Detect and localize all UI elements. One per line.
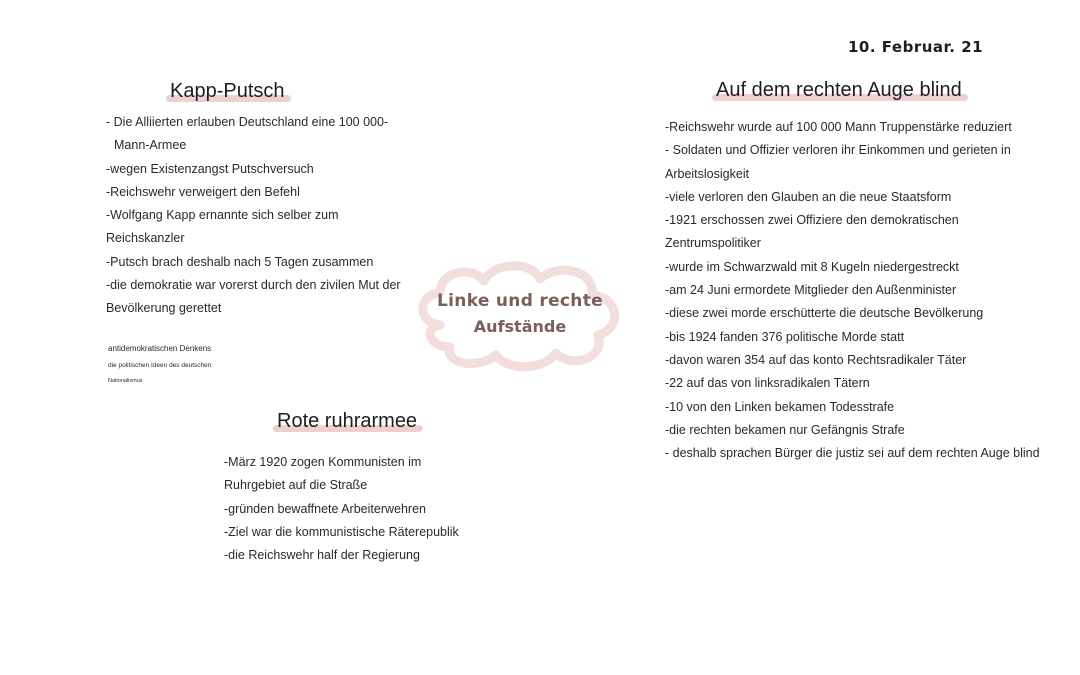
note-line: - Soldaten und Offizier verloren ihr Einkommen und gerieten in — [665, 143, 1011, 158]
note-line: Arbeitslosigkeit — [665, 166, 750, 181]
date-label: 10. Februar. 21 — [848, 38, 984, 56]
center-topic-line1: Linke und rechte — [437, 291, 603, 311]
note-line: -gründen bewaffnete Arbeiterwehren — [224, 501, 426, 516]
center-topic-line2: Aufstände — [473, 317, 567, 336]
heading-kapp-putsch-text: Kapp-Putsch — [170, 80, 285, 102]
small-note: antidemokratischen Denkens — [108, 344, 212, 353]
center-topic-cloud — [410, 255, 630, 375]
note-line: Reichskanzler — [106, 231, 185, 246]
note-line: -10 von den Linken bekamen Todesstrafe — [665, 399, 895, 414]
note-line: Zentrumspolitiker — [665, 236, 761, 251]
heading-rote-ruhrarmee-text: Rote ruhrarmee — [277, 410, 418, 432]
kapp-putsch-small-notes — [108, 340, 211, 388]
note-line: -die rechten bekamen nur Gefängnis Strafe — [665, 422, 905, 437]
note-line: -wurde im Schwarzwald mit 8 Kugeln niedergestreckt — [665, 259, 959, 274]
heading-kapp-putsch — [170, 80, 285, 103]
kapp-putsch-notes — [106, 111, 401, 321]
note-line: -diese zwei morde erschütterte die deutsche Bevölkerung — [665, 306, 984, 321]
note-line: -bis 1924 fanden 376 politische Morde statt — [665, 329, 905, 344]
rote-ruhrarmee-notes — [224, 451, 459, 567]
note-line: -Wolfgang Kapp ernannte sich selber zum — [106, 208, 339, 223]
note-line: Mann-Armee — [114, 138, 187, 153]
note-line: -Reichswehr verweigert den Befehl — [106, 184, 300, 199]
note-line: -Ziel war die kommunistische Räterepublik — [224, 524, 459, 539]
note-line: Bevölkerung gerettet — [106, 301, 222, 316]
note-line: -22 auf das von linksradikalen Tätern — [665, 376, 870, 391]
note-line: -viele verloren den Glauben an die neue Staatsform — [665, 189, 952, 204]
note-line: -am 24 Juni ermordete Mitglieder den Außenminister — [665, 283, 957, 298]
note-line: - Die Alliierten erlauben Deutschland eine 100 000- — [106, 115, 389, 129]
note-line: -Putsch brach deshalb nach 5 Tagen zusammen — [106, 254, 374, 269]
note-line: -wegen Existenzangst Putschversuch — [106, 161, 314, 176]
rechtes-auge-notes — [665, 116, 1040, 465]
heading-rechtes-auge — [716, 79, 962, 102]
small-note: die politischen Ideen des deutschen — [108, 362, 212, 369]
note-line: -die demokratie war vorerst durch den zivilen Mut der — [106, 278, 401, 293]
note-line: -März 1920 zogen Kommunisten im — [224, 455, 422, 469]
note-line: - deshalb sprachen Bürger die justiz sei auf dem rechten Auge blind — [665, 446, 1040, 461]
note-line: -die Reichswehr half der Regierung — [224, 548, 420, 563]
note-line: -1921 erschossen zwei Offiziere den demokratischen — [665, 213, 959, 228]
note-line: -Reichswehr wurde auf 100 000 Mann Truppenstärke reduziert — [665, 120, 1012, 134]
cloud-outline-icon — [410, 255, 630, 375]
note-line: -davon waren 354 auf das konto Rechtsradikaler Täter — [665, 352, 967, 367]
note-line: Ruhrgebiet auf die Straße — [224, 478, 368, 493]
heading-rechtes-auge-text: Auf dem rechten Auge blind — [716, 79, 962, 101]
heading-rote-ruhrarmee — [277, 410, 417, 433]
small-note: Nationalismus — [108, 378, 143, 384]
